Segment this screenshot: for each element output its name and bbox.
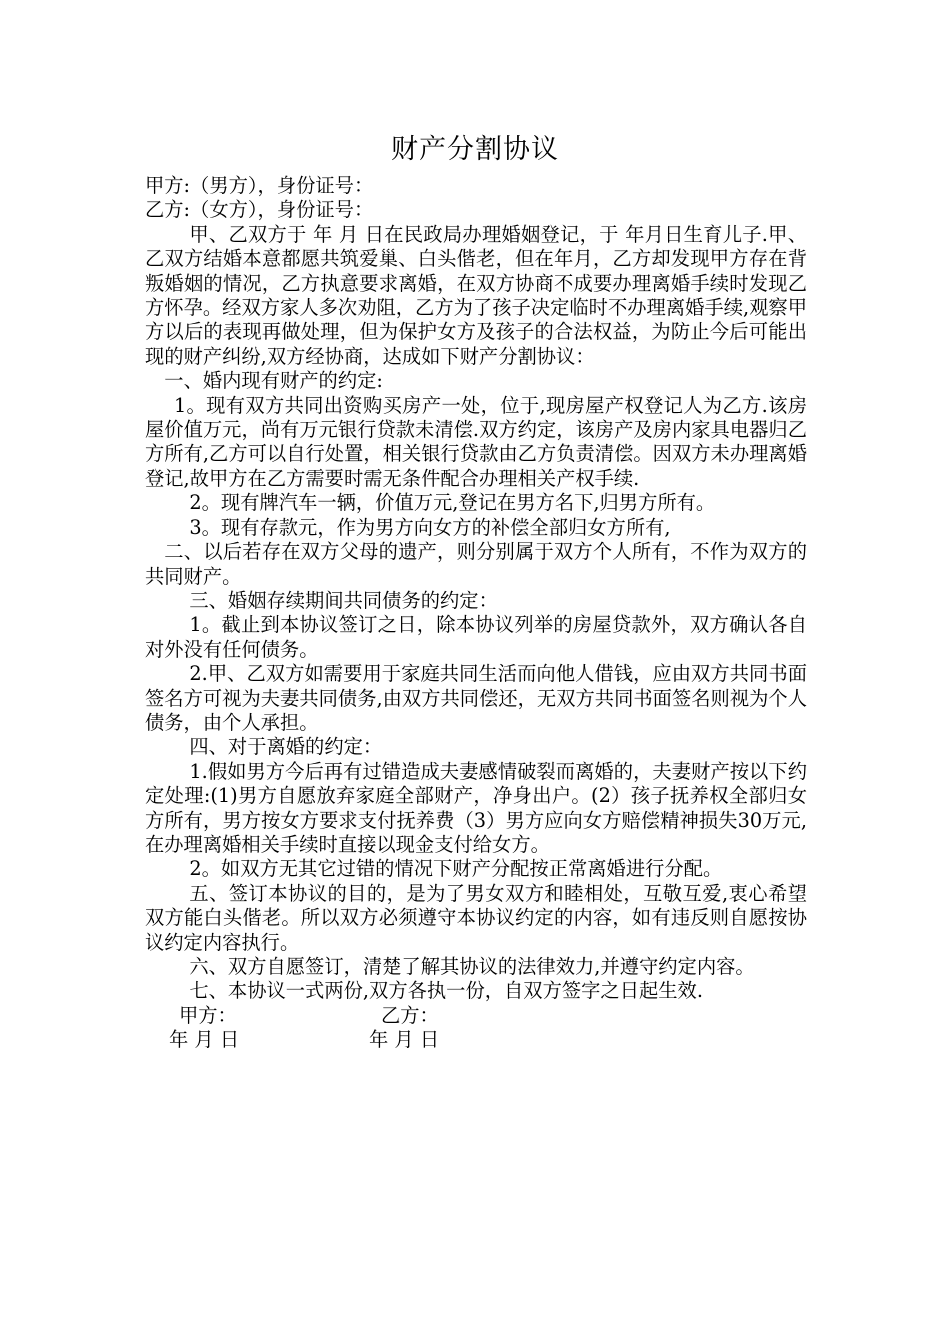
section-heading-3: 三、婚姻存续期间共同债务的约定：: [189, 588, 498, 612]
clause-1-2: 2。现有牌汽车一辆，价值万元,登记在男方名下,归男方所有。: [189, 491, 716, 515]
document-body: [145, 174, 807, 1053]
party-a-line: 甲方:（男方），身份证号：: [145, 174, 374, 197]
clause-3-2: 2.甲、乙双方如需要用于家庭共同生活而向他人借钱，应由双方共同书面签名方可视为夫妻共同债务,由双方共同偿还，无双方共同书面签名则视为个人债务，由个人承担。: [145, 662, 807, 734]
clause-1-3: 3。现有存款元，作为男方向女方的补偿全部归女方所有,: [189, 515, 671, 539]
party-b-signature-date: 年 月 日: [369, 1028, 440, 1052]
document-title: 财产分割协议: [391, 134, 559, 165]
party-a-signature-label: 甲方：: [179, 1003, 237, 1027]
section-2: 二、以后若存在双方父母的遗产，则分别属于双方个人所有，不作为双方的共同财产。: [145, 540, 807, 588]
signature-dates-row: [145, 1028, 807, 1052]
clause-1-1: 1。现有双方共同出资购买房产一处，位于,现房屋产权登记人为乙方.该房屋价值万元，尚有万元银行贷款未清偿.双方约定，该房产及房内家具电器归乙方所有,乙方可以自行处置，相关银行贷款由乙方负责清偿。因双方未办理离婚登记,故甲方在乙方需要时需无条件配合办理相关产权手续.: [145, 393, 807, 490]
party-a-signature-date: 年 月 日: [169, 1028, 240, 1052]
clause-4-2: 2。如双方无其它过错的情况下财产分配按正常离婚进行分配。: [189, 857, 723, 881]
party-b-signature-label: 乙方：: [381, 1003, 439, 1027]
section-heading-4: 四、对于离婚的约定：: [189, 735, 383, 759]
signature-labels-row: [145, 1004, 807, 1028]
clause-4-1: 1.假如男方今后再有过错造成夫妻感情破裂而离婚的，夫妻财产按以下约定处理:(1)男方自愿放弃家庭全部财产，净身出户。(2）孩子抚养权全部归女方所有，男方按女方要求支付抚养费（3）男方应向女方赔偿精神损失30万元,在办理离婚相关手续时直接以现金支付给女方。: [145, 759, 807, 856]
section-heading-1: 一、婚内现有财产的约定:: [164, 369, 383, 393]
section-7: 七、本协议一式两份,双方各执一份，自双方签字之日起生效.: [189, 979, 703, 1003]
section-6: 六、双方自愿签订，清楚了解其协议的法律效力,并遵守约定内容。: [189, 955, 755, 978]
preamble-paragraph: 甲、乙双方于 年 月 日在民政局办理婚姻登记，于 年月日生育儿子.甲、乙双方结婚本意都愿共筑爱巢、白头偕老，但在年月，乙方却发现甲方存在背叛婚姻的情况，乙方执意要求离婚，在双方协商不成要办理离婚手续时发现乙方怀孕。经双方家人多次劝阻，乙方为了孩子决定临时不办理离婚手续,观察甲方以后的表现再做处理，但为保护女方及孩子的合法权益，为防止今后可能出现的财产纠纷,双方经协商，达成如下财产分割协议：: [145, 222, 807, 368]
party-b-line: 乙方:（女方），身份证号：: [145, 198, 374, 222]
section-5: 五、签订本协议的目的，是为了男女双方和睦相处，互敬互爱,衷心希望双方能白头偕老。所以双方必须遵守本协议约定的内容，如有违反则自愿按协议约定内容执行。: [145, 881, 807, 954]
clause-3-1: 1。截止到本协议签订之日，除本协议列举的房屋贷款外，双方确认各自对外没有任何债务。: [145, 613, 807, 661]
